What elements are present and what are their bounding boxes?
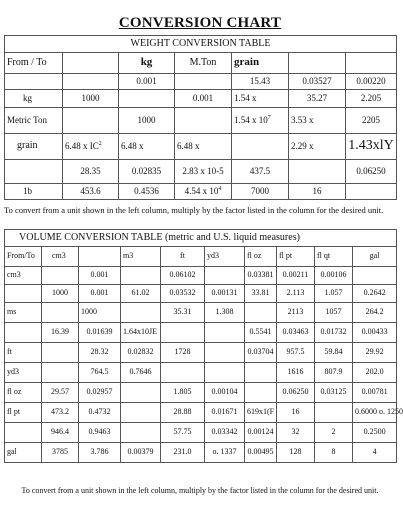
table-cell xyxy=(5,323,42,343)
header-cell xyxy=(346,53,397,74)
table-cell: 1000 xyxy=(79,303,121,323)
table-cell: 29.57 xyxy=(42,383,79,403)
table-cell xyxy=(205,323,245,343)
table-cell: 1.805 xyxy=(161,383,205,403)
table-cell xyxy=(42,303,79,323)
table-cell: 1000 xyxy=(119,108,175,134)
table-cell xyxy=(42,267,79,285)
table-cell: 3.786 xyxy=(79,443,121,463)
table-cell: 0.00495 xyxy=(245,443,277,463)
table-cell xyxy=(121,403,161,423)
table-cell: 0.03527 xyxy=(289,74,346,90)
table-cell xyxy=(5,423,42,443)
table-cell: 764.5 xyxy=(79,363,121,383)
table-cell: 0.001 xyxy=(175,90,232,108)
table-cell: 0.001 xyxy=(119,74,175,90)
table-cell xyxy=(245,303,277,323)
table-cell xyxy=(121,303,161,323)
table-cell: 0.00379 xyxy=(121,443,161,463)
table-cell xyxy=(5,160,63,184)
table-cell xyxy=(42,343,79,363)
header-cell xyxy=(63,53,119,74)
exponent: 4 xyxy=(218,186,222,193)
table-cell xyxy=(245,383,277,403)
table-cell: 15.43 xyxy=(232,74,289,90)
table-cell: 7000 xyxy=(232,184,289,200)
table-cell: 0.7646 xyxy=(121,363,161,383)
table-cell: 2.29 x xyxy=(289,134,346,160)
table-cell xyxy=(161,363,205,383)
table-cell: 0.03704 xyxy=(245,343,277,363)
weight-table-title: WEIGHT CONVERSION TABLE xyxy=(5,36,397,53)
table-cell: 1.54 x xyxy=(232,90,289,108)
row-label-kg: kg xyxy=(5,90,63,108)
table-cell: 16 xyxy=(289,184,346,200)
table-cell: 0.001 xyxy=(79,267,121,285)
table-cell: 2.113 xyxy=(277,285,315,303)
cell-text: 0.2500 xyxy=(363,427,386,437)
table-cell xyxy=(5,74,63,90)
table-cell xyxy=(175,184,232,200)
table-cell: 35.31 xyxy=(161,303,205,323)
table-cell: 33.81 xyxy=(245,285,277,303)
table-cell: 35.27 xyxy=(289,90,346,108)
table-cell: 6.48 x xyxy=(119,134,175,160)
table-cell: 619x1(F xyxy=(245,403,277,423)
table-cell xyxy=(121,423,161,443)
table-cell: 0.00106 xyxy=(315,267,353,285)
table-cell xyxy=(175,74,232,90)
table-cell: 2113 xyxy=(277,303,315,323)
table-cell xyxy=(121,267,161,285)
volume-note: To convert from a unit shown in the left column, multiply by the factor listed in the column for the desired unit. xyxy=(21,486,379,495)
table-cell xyxy=(346,184,397,200)
table-cell: 0.9463 xyxy=(79,423,121,443)
table-cell xyxy=(232,134,289,160)
table-cell: 0.06250 xyxy=(346,160,397,184)
table-cell: 1728 xyxy=(161,343,205,363)
exponent: 2 xyxy=(98,141,102,148)
table-cell: o. 1337 xyxy=(205,443,245,463)
table-cell xyxy=(353,267,397,285)
table-cell xyxy=(63,74,119,90)
table-cell xyxy=(63,134,119,160)
table-cell: 0.4732 xyxy=(79,403,121,423)
cell-text: 0.6000 xyxy=(355,407,377,417)
table-cell: 28.88 xyxy=(161,403,205,423)
table-cell: 61.02 xyxy=(121,285,161,303)
table-cell: 807.9 xyxy=(315,363,353,383)
table-cell: 0.001 xyxy=(79,285,121,303)
table-cell: 1000 xyxy=(63,90,119,108)
table-cell: 8 xyxy=(315,443,353,463)
table-cell xyxy=(205,343,245,363)
table-cell: 59.84 xyxy=(315,343,353,363)
table-cell: 0.02957 xyxy=(79,383,121,403)
row-label-yd3: yd3 xyxy=(5,363,42,383)
row-label-cm3: cm3 xyxy=(5,267,42,285)
header-from-to: From/To xyxy=(5,247,42,267)
header-cm3: cm3 xyxy=(42,247,79,267)
table-cell: 0.00104 xyxy=(205,383,245,403)
table-cell: 1057 xyxy=(315,303,353,323)
table-cell: 1.057 xyxy=(315,285,353,303)
table-cell: 0.00131 xyxy=(205,285,245,303)
table-cell: 1.64x10JE xyxy=(121,323,161,343)
row-label-gal: gal xyxy=(5,443,42,463)
header-fl-pt: fl pt xyxy=(277,247,315,267)
table-cell: 2205 xyxy=(346,108,397,134)
table-cell: 3785 xyxy=(42,443,79,463)
table-cell: 29.92 xyxy=(353,343,397,363)
table-cell: 2.83 x 10-5 xyxy=(175,160,232,184)
cell-text: o. 1250 xyxy=(379,407,403,417)
cell-text: 6.48 x IC xyxy=(65,141,99,152)
table-cell xyxy=(289,160,346,184)
table-cell: 0.01639 xyxy=(79,323,121,343)
table-cell: 946.4 xyxy=(42,423,79,443)
header-yd3: yd3 xyxy=(205,247,245,267)
table-cell xyxy=(245,363,277,383)
table-cell: 957.5 xyxy=(277,343,315,363)
cell-text: 1.54 x 10 xyxy=(234,115,268,126)
volume-table-title: VOLUME CONVERSION TABLE (metric and U.S. liquid measures) xyxy=(5,230,397,247)
table-cell: 231.0 xyxy=(161,443,205,463)
row-label-m3: ms xyxy=(5,303,42,323)
table-cell: 0.03381 xyxy=(245,267,277,285)
table-cell: 16 xyxy=(277,403,315,423)
row-label-grain: grain xyxy=(5,134,63,160)
table-cell: 0.02832 xyxy=(121,343,161,363)
table-cell: 128 xyxy=(277,443,315,463)
table-cell: 0.5541 xyxy=(245,323,277,343)
table-cell: 0.00433 xyxy=(353,323,397,343)
exponent: 7 xyxy=(267,115,271,122)
table-cell xyxy=(315,403,353,423)
table-cell: 0.02835 xyxy=(119,160,175,184)
table-cell: 0.03342 xyxy=(205,423,245,443)
header-m3: m3 xyxy=(121,247,161,267)
table-cell: 0.2642 xyxy=(353,285,397,303)
row-label-metric-ton: Metric Ton xyxy=(5,108,63,134)
table-cell: 2 xyxy=(315,423,353,443)
table-cell: 0.06250 xyxy=(277,383,315,403)
table-cell: 2.205 xyxy=(346,90,397,108)
table-cell xyxy=(121,383,161,403)
table-cell xyxy=(63,108,119,134)
table-cell xyxy=(119,90,175,108)
table-cell xyxy=(232,108,289,134)
table-cell: 0.01671 xyxy=(205,403,245,423)
table-cell: 1.308 xyxy=(205,303,245,323)
table-cell: 0.00211 xyxy=(277,267,315,285)
table-cell: 28.35 xyxy=(63,160,119,184)
header-cell xyxy=(289,53,346,74)
table-cell: 202.0 xyxy=(353,363,397,383)
table-cell xyxy=(205,267,245,285)
table-cell: 473.2 xyxy=(42,403,79,423)
table-cell xyxy=(161,323,205,343)
weight-note: To convert from a unit shown in the left column, multiply by the factor listed in the column for the desired unit. xyxy=(4,205,384,215)
table-cell xyxy=(79,247,121,267)
table-cell: 0.4536 xyxy=(119,184,175,200)
table-cell: 437.5 xyxy=(232,160,289,184)
table-cell: 0.00220 xyxy=(346,74,397,90)
row-label-ft: ft xyxy=(5,343,42,363)
table-cell xyxy=(205,363,245,383)
header-fl-oz: fl oz xyxy=(245,247,277,267)
weight-table xyxy=(4,35,397,200)
cell-text: 4 xyxy=(372,447,377,457)
table-cell: 0.00124 xyxy=(245,423,277,443)
page-title: CONVERSION CHART xyxy=(118,15,282,31)
table-cell: 1616 xyxy=(277,363,315,383)
header-fl-qt: fl qt xyxy=(315,247,353,267)
header-mton: M.Ton xyxy=(175,53,232,74)
table-cell: 6.48 x xyxy=(175,134,232,160)
table-cell: 0.01732 xyxy=(315,323,353,343)
table-cell: 0.03125 xyxy=(315,383,353,403)
table-cell: 264.2 xyxy=(353,303,397,323)
row-label-lb: 1b xyxy=(5,184,63,200)
table-cell: 453.6 xyxy=(63,184,119,200)
volume-table xyxy=(4,229,403,463)
table-cell: 3.53 x xyxy=(289,108,346,134)
table-cell: 0.06102 xyxy=(161,267,205,285)
row-label-fl-pt: fl pt xyxy=(5,403,42,423)
table-cell xyxy=(5,285,42,303)
header-kg: kg xyxy=(119,53,175,74)
cell-text: 4.54 x 10 xyxy=(184,186,219,197)
table-cell: 0.03463 xyxy=(277,323,315,343)
table-cell xyxy=(42,363,79,383)
table-cell: 1.43xlY xyxy=(346,134,397,160)
table-cell: 57.75 xyxy=(161,423,205,443)
table-cell xyxy=(353,403,403,423)
header-grain: grain xyxy=(232,53,289,74)
table-cell: 16.39 xyxy=(42,323,79,343)
header-ft: ft xyxy=(161,247,205,267)
table-cell: 0.03532 xyxy=(161,285,205,303)
header-gal: gal xyxy=(353,247,397,267)
table-cell: 32 xyxy=(277,423,315,443)
table-cell xyxy=(175,108,232,134)
row-label-fl-oz: fl oz xyxy=(5,383,42,403)
table-cell: 0.00781 xyxy=(353,383,397,403)
table-cell: 1000 xyxy=(42,285,79,303)
table-cell xyxy=(353,443,397,463)
table-cell xyxy=(353,423,397,443)
header-from-to: From / To xyxy=(5,53,63,74)
table-cell: 28.32 xyxy=(79,343,121,363)
